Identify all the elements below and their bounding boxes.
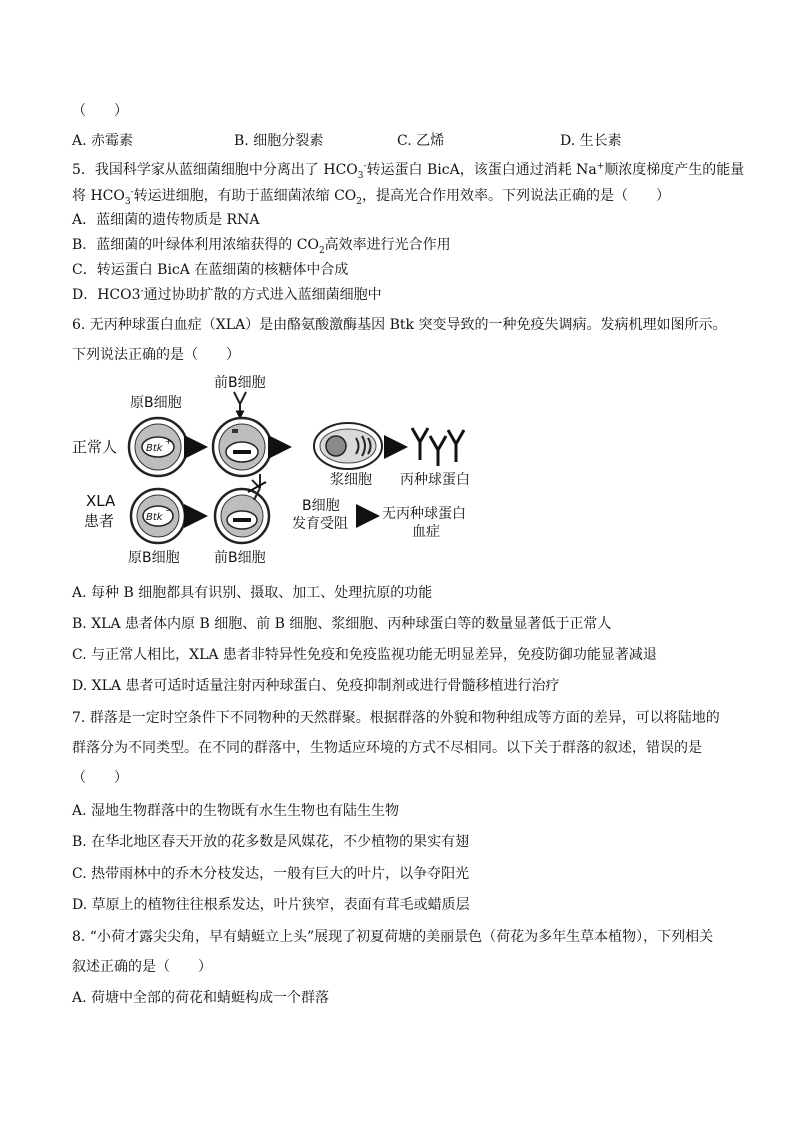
q7-stem-line3: （ ） [72, 770, 128, 786]
pro-b-cell-normal [129, 418, 187, 476]
blocked-label-line2: 发育受阻 [292, 516, 348, 532]
q6-option-a[interactable]: A. 每种 B 细胞都具有识别、摄取、加工、处理抗原的功能 [72, 585, 433, 601]
q7-stem-line1: 7. 群落是一定时空条件下不同物种的天然群聚。根据群落的外貌和物种组成等方面的差异，可以将陆地的 [72, 710, 720, 726]
q6-stem-line2: 下列说法正确的是（ ） [72, 347, 240, 363]
row-label-xla-patient: 患者 [84, 512, 115, 530]
antibody-glyphs [412, 428, 464, 466]
q7-stem-line2: 群落分为不同类型。在不同的群落中，生物适应环境的方式不尽相同。以下关于群落的叙述，错误的是 [72, 740, 702, 756]
q4-option-d[interactable]: D. 生长素 [560, 133, 622, 149]
result-label-line2: 血症 [412, 524, 440, 540]
pro-b-top-label: 原B细胞 [130, 395, 182, 411]
q6-option-c[interactable]: C. 与正常人相比，XLA 患者非特异性免疫和免疫监视功能无明显差异，免疫防御功能显著减退 [72, 647, 657, 663]
result-label-line1: 无丙种球蛋白 [382, 506, 466, 522]
row-label-xla: XLA [86, 492, 116, 510]
blocked-label-line1: B细胞 [302, 498, 340, 514]
q8-option-a[interactable]: A. 荷塘中全部的荷花和蜻蜓构成一个群落 [72, 990, 330, 1006]
q7-option-a[interactable]: A. 湿地生物群落中的生物既有水生生物也有陆生生物 [72, 803, 400, 819]
q4-option-c[interactable]: C. 乙烯 [397, 133, 445, 149]
q4-stem-tail: （ ） [72, 103, 128, 119]
q5-option-a[interactable]: A．蓝细菌的遗传物质是 RNA [72, 212, 260, 228]
q5-stem-line2: 将 $HCO_3^-$转运进细胞，有助于蓝细菌浓缩 $CO_2$，提高光合作用效率。下列说法正确的是（ ） [72, 187, 671, 207]
pro-b-bottom-label: 原B细胞 [128, 550, 180, 566]
pro-b-cell-xla [131, 489, 185, 543]
pre-b-bottom-label: 前B细胞 [214, 550, 266, 566]
q6-option-d[interactable]: D. XLA 患者可适时适量注射丙种球蛋白、免疫抑制剂或进行骨髓移植进行治疗 [72, 678, 560, 694]
q4-option-b[interactable]: B. 细胞分裂素 [234, 133, 324, 149]
pre-b-cell-normal [213, 392, 271, 476]
q5-option-b[interactable]: B．蓝细菌的叶绿体利用浓缩获得的 $CO_2$高效率进行光合作用 [72, 237, 451, 256]
pre-b-top-label: 前B细胞 [214, 375, 266, 391]
q5-option-c[interactable]: C．转运蛋白 BicA 在蓝细菌的核糖体中合成 [72, 262, 349, 278]
q6-stem-line1: 6. 无丙种球蛋白血症（XLA）是由酪氨酸激酶基因 Btk 突变导致的一种免疫失调病。发病机理如图所示。 [72, 317, 727, 333]
plasma-cell [314, 423, 382, 469]
plasma-cell-label: 浆细胞 [330, 472, 372, 488]
q8-stem-line2: 叙述正确的是（ ） [72, 959, 212, 975]
q6-option-b[interactable]: B. XLA 患者体内原 B 细胞、前 B 细胞、浆细胞、丙种球蛋白等的数量显著低于正常人 [72, 616, 612, 632]
gene-btk-normal: Btk [146, 443, 163, 454]
gene-btk-normal-mark: + [165, 437, 172, 446]
q5-stem-line1: 5．我国科学家从蓝细菌细胞中分离出了 $HCO_3^-$转运蛋白 BicA，该蛋白通过消耗 Na+顺浓度梯度产生的能量 [72, 161, 745, 181]
q5-option-d[interactable]: D．HCO3-通过协助扩散的方式进入蓝细菌细胞中 [72, 286, 382, 303]
antibody-label: 丙种球蛋白 [400, 472, 470, 488]
q8-stem-line1: 8. “小荷才露尖尖角，早有蜻蜓立上头”展现了初夏荷塘的美丽景色（荷花为多年生草本植物），下列相关 [72, 929, 714, 945]
q7-option-b[interactable]: B. 在华北地区春天开放的花多数是风媒花，不少植物的果实有翅 [72, 834, 470, 850]
q4-option-a[interactable]: A. 赤霉素 [72, 133, 134, 149]
gene-btk-mutant-mark: − [165, 506, 172, 515]
xla-mechanism-diagram [66, 370, 496, 570]
pre-b-cell-xla [215, 474, 269, 543]
gene-btk-mutant: Btk [146, 512, 163, 523]
row-label-normal: 正常人 [72, 438, 118, 456]
q7-option-c[interactable]: C. 热带雨林中的乔木分枝发达，一般有巨大的叶片，以争夺阳光 [72, 866, 470, 882]
q7-option-d[interactable]: D. 草原上的植物往往根系发达，叶片狭窄，表面有茸毛或蜡质层 [72, 897, 470, 913]
